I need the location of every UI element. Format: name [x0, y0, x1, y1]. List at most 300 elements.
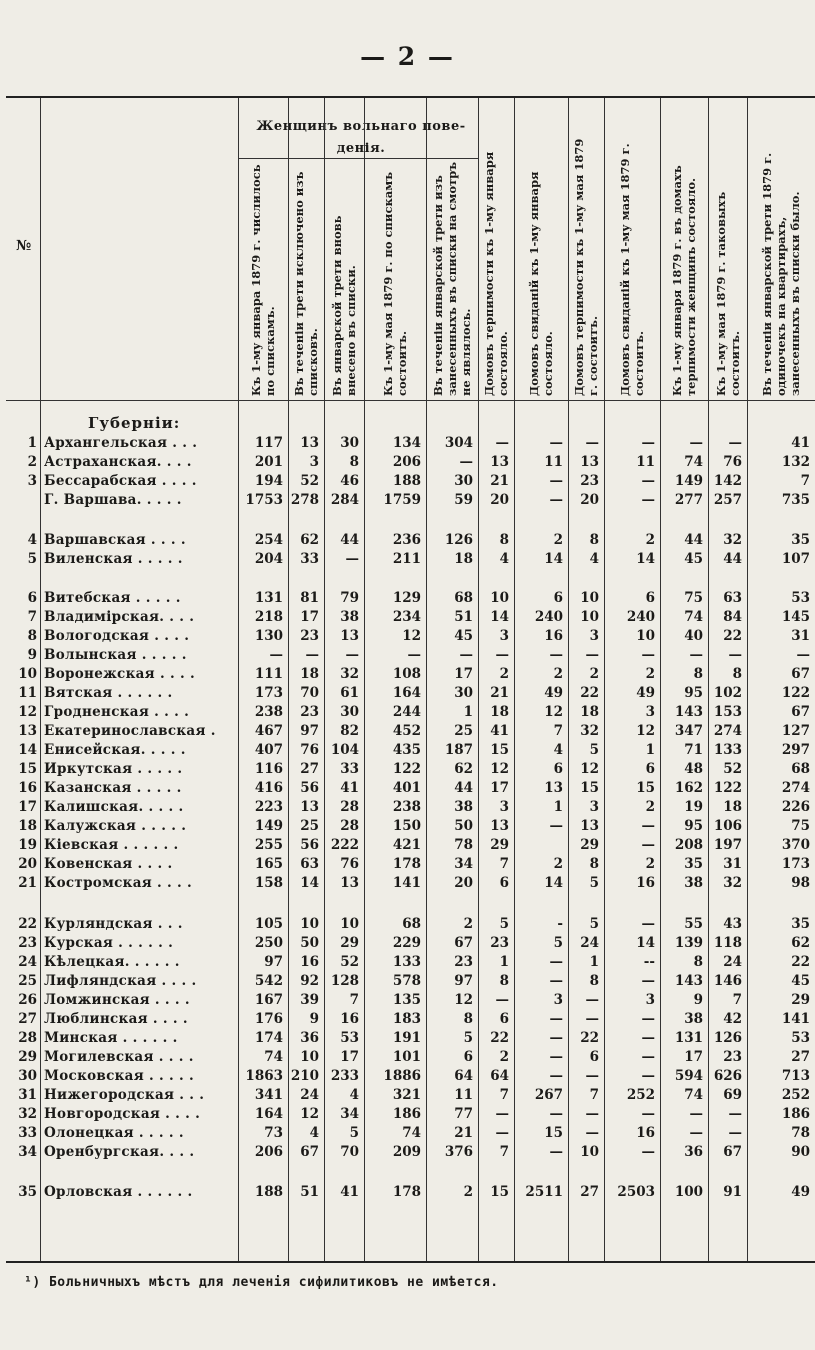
table-cell: 51 [300, 1184, 319, 1200]
table-cell: 61 [340, 685, 359, 701]
table-cell: 74 [684, 454, 703, 470]
table-cell: 4 [309, 1125, 319, 1141]
table-cell: 108 [392, 666, 421, 682]
table-row [6, 453, 815, 472]
table-cell: 91 [723, 1184, 742, 1200]
table-cell: 74 [684, 609, 703, 625]
table-cell: 416 [254, 780, 283, 796]
table-cell: 376 [444, 1144, 473, 1160]
table-cell: 173 [781, 856, 810, 872]
province-name: Кѣлецкая. . . . . . [44, 954, 180, 970]
table-cell: 51 [454, 609, 473, 625]
table-row [6, 798, 815, 817]
table-cell: 13 [300, 799, 319, 815]
table-cell: — [585, 1125, 599, 1141]
province-name: Вологодская . . . . [44, 628, 190, 644]
table-cell: 16 [544, 628, 563, 644]
table-cell: 117 [254, 435, 283, 451]
table-cell: 2503 [617, 1184, 655, 1200]
table-row [6, 741, 815, 760]
table-cell: — [728, 435, 742, 451]
table-cell: 118 [713, 935, 742, 951]
table-cell: 6 [499, 875, 509, 891]
table-cell: 100 [674, 1184, 703, 1200]
table-cell: 38 [340, 609, 359, 625]
table-cell: 56 [300, 837, 319, 853]
table-cell: 5 [553, 935, 563, 951]
table-row [6, 665, 815, 684]
table-cell: 274 [781, 780, 810, 796]
table-cell: 277 [674, 492, 703, 508]
table-cell: — [585, 1068, 599, 1084]
table-cell: 12 [636, 723, 655, 739]
table-cell: 23 [490, 935, 509, 951]
table-cell: 250 [254, 935, 283, 951]
table-cell: 297 [781, 742, 810, 758]
table-cell: — [549, 1011, 563, 1027]
table-cell: 626 [713, 1068, 742, 1084]
table-cell: 240 [626, 609, 655, 625]
table-cell: 4 [553, 742, 563, 758]
table-row [6, 836, 815, 855]
table-cell: 2 [645, 532, 655, 548]
table-cell: — [689, 647, 703, 663]
table-cell: - [557, 916, 563, 932]
province-name: Калишская. . . . . [44, 799, 184, 815]
province-name: Витебская . . . . . [44, 590, 181, 606]
row-number: 7 [27, 609, 37, 625]
table-cell: 274 [713, 723, 742, 739]
table-cell: 7 [800, 473, 810, 489]
table-cell: 6 [645, 761, 655, 777]
province-name: Курская . . . . . . [44, 935, 174, 951]
women-group-header: Женщинъ вольнаго пове-дeнія. [256, 119, 466, 156]
row-number: 14 [18, 742, 37, 758]
table-cell: 341 [254, 1087, 283, 1103]
table-cell: 44 [454, 780, 473, 796]
table-cell: 594 [674, 1068, 703, 1084]
table-cell: 43 [723, 916, 742, 932]
row-number: 17 [18, 799, 37, 815]
table-cell: 107 [781, 551, 810, 567]
table-cell: 3 [309, 454, 319, 470]
table-cell: 133 [713, 742, 742, 758]
province-name: Екатеринославская . [44, 723, 216, 739]
table-cell: 2 [499, 666, 509, 682]
table-cell: 10 [580, 609, 599, 625]
table-cell: 347 [674, 723, 703, 739]
table-cell: — [585, 1106, 599, 1122]
table-cell: 30 [340, 704, 359, 720]
province-name: Архангельская . . . [44, 435, 198, 451]
table-row [6, 1048, 815, 1067]
table-cell: 35 [791, 916, 810, 932]
column-header [514, 106, 568, 396]
row-number: 29 [18, 1049, 37, 1065]
table-cell: 74 [264, 1049, 283, 1065]
table-cell: — [407, 647, 421, 663]
table-cell: 10 [580, 1144, 599, 1160]
table-cell: — [345, 551, 359, 567]
table-cell: 68 [791, 761, 810, 777]
table-cell: 98 [791, 875, 810, 891]
table-cell: 2 [645, 666, 655, 682]
table-cell: 578 [392, 973, 421, 989]
table-cell: 435 [392, 742, 421, 758]
column-header [660, 106, 708, 396]
table-cell: 191 [392, 1030, 421, 1046]
table-cell: — [641, 837, 655, 853]
table-cell: 22 [490, 1030, 509, 1046]
table-cell: 3 [499, 799, 509, 815]
table-cell: — [585, 647, 599, 663]
table-cell: 17 [684, 1049, 703, 1065]
table-cell: 7 [589, 1087, 599, 1103]
row-number: 6 [27, 590, 37, 606]
table-cell: 63 [300, 856, 319, 872]
table-cell: 165 [254, 856, 283, 872]
table-cell: 7 [732, 992, 742, 1008]
table-row [6, 684, 815, 703]
table-cell: 1 [645, 742, 655, 758]
table-cell: 32 [723, 532, 742, 548]
table-cell: 42 [723, 1011, 742, 1027]
table-cell: 97 [264, 954, 283, 970]
table-cell: 22 [580, 1030, 599, 1046]
table-cell: 29 [791, 992, 810, 1008]
table-cell: 234 [392, 609, 421, 625]
table-cell: 186 [392, 1106, 421, 1122]
province-name: Кіевская . . . . . . [44, 837, 179, 853]
table-cell: — [549, 1144, 563, 1160]
column-header [288, 160, 324, 396]
column-header-label: Домовъ свиданій къ 1-му января состояло. [527, 171, 555, 396]
table-row [6, 1143, 815, 1162]
table-cell: 29 [340, 935, 359, 951]
column-header-label: Въ теченіи январской трети изъ занесенныхъ въ списки на смотръ не являлось. [431, 161, 473, 396]
table-cell: 14 [544, 875, 563, 891]
table-cell: 8 [463, 1011, 473, 1027]
province-name: Курляндская . . . [44, 916, 183, 932]
table-cell: 150 [392, 818, 421, 834]
table-cell: 23 [723, 1049, 742, 1065]
table-cell: — [641, 1030, 655, 1046]
table-cell: 16 [636, 1125, 655, 1141]
table-cell: 204 [254, 551, 283, 567]
table-cell: 133 [392, 954, 421, 970]
table-cell: 122 [392, 761, 421, 777]
table-cell: 467 [254, 723, 283, 739]
table-cell: 2 [645, 856, 655, 872]
province-name: Орловская . . . . . . [44, 1184, 193, 1200]
table-cell: 255 [254, 837, 283, 853]
province-name: Вятская . . . . . . [44, 685, 173, 701]
table-cell: — [728, 1125, 742, 1141]
row-number: 15 [18, 761, 37, 777]
table-cell: 206 [254, 1144, 283, 1160]
column-header [238, 160, 288, 396]
province-name: Калужская . . . . . [44, 818, 187, 834]
table-cell: — [585, 992, 599, 1008]
table-cell: — [728, 647, 742, 663]
table-cell: — [495, 647, 509, 663]
column-header-label: Домовъ терпимости къ 1-му мая 1879 г. состоитъ. [572, 138, 600, 396]
column-header [324, 160, 364, 396]
table-cell: 164 [254, 1106, 283, 1122]
table-cell: — [345, 647, 359, 663]
table-cell: 18 [723, 799, 742, 815]
table-cell: 6 [463, 1049, 473, 1065]
table-row [6, 434, 815, 453]
row-number: 12 [18, 704, 37, 720]
table-cell: 2 [463, 916, 473, 932]
table-cell: 32 [340, 666, 359, 682]
table-cell: — [549, 647, 563, 663]
table-cell: 8 [349, 454, 359, 470]
table-cell: 222 [330, 837, 359, 853]
table-cell: 71 [684, 742, 703, 758]
column-header [568, 106, 604, 396]
table-cell: 14 [636, 551, 655, 567]
table-row [6, 760, 815, 779]
table-cell: — [641, 1011, 655, 1027]
column-header-label: Въ теченіи трети исключено изъ списковъ. [292, 171, 320, 396]
table-row [6, 627, 815, 646]
table-cell: 1753 [245, 492, 283, 508]
table-cell: 74 [402, 1125, 421, 1141]
table-cell: — [549, 1030, 563, 1046]
table-cell: 421 [392, 837, 421, 853]
section-title: Губерніи: [88, 414, 181, 432]
table-cell: 13 [580, 454, 599, 470]
table-cell: 278 [290, 492, 319, 508]
province-name: Минская . . . . . . [44, 1030, 178, 1046]
table-cell: 178 [392, 856, 421, 872]
table-row [6, 1086, 815, 1105]
table-cell: 5 [499, 916, 509, 932]
table-cell: 41 [340, 1184, 359, 1200]
row-number: 1 [27, 435, 37, 451]
table-cell: 62 [791, 935, 810, 951]
province-name: Астраханская. . . . [44, 454, 192, 470]
table-cell: — [728, 1106, 742, 1122]
table-cell: 254 [254, 532, 283, 548]
province-name: Казанская . . . . . [44, 780, 182, 796]
province-name: Владимірская. . . . [44, 609, 195, 625]
table-cell: 50 [454, 818, 473, 834]
table-cell: 76 [723, 454, 742, 470]
table-cell: — [641, 1049, 655, 1065]
table-row [6, 589, 815, 608]
table-cell: 211 [392, 551, 421, 567]
table-cell: 2 [645, 799, 655, 815]
table-cell: — [641, 1144, 655, 1160]
table-cell: 74 [684, 1087, 703, 1103]
number-column-header: № [16, 238, 32, 254]
table-cell: 19 [684, 799, 703, 815]
column-header-label: Къ 1-му январа 1879 г. числилось по спискамъ. [249, 164, 277, 396]
table-cell: 186 [781, 1106, 810, 1122]
row-number: 5 [27, 551, 37, 567]
table-cell: 101 [392, 1049, 421, 1065]
table-row [6, 608, 815, 627]
table-cell: 21 [454, 1125, 473, 1141]
column-header-label: Къ 1-му мая 1879 г. по спискамъ состоитъ. [381, 171, 409, 396]
table-cell: 10 [580, 590, 599, 606]
province-name: Оренбургская. . . . [44, 1144, 195, 1160]
table-cell: 4 [349, 1087, 359, 1103]
column-header-label: Въ январской трети вновь внесено въ списки. [330, 215, 358, 396]
table-cell: 21 [490, 685, 509, 701]
table-cell: 46 [340, 473, 359, 489]
table-cell: 7 [349, 992, 359, 1008]
province-name: Лифляндская . . . . [44, 973, 197, 989]
table-cell: 28 [340, 818, 359, 834]
table-row [6, 550, 815, 569]
table-row [6, 1183, 815, 1202]
statistics-table [6, 96, 815, 1263]
table-cell: 141 [392, 875, 421, 891]
table-cell: 167 [254, 992, 283, 1008]
table-cell: 2 [463, 1184, 473, 1200]
table-cell: — [549, 1106, 563, 1122]
table-cell: 63 [723, 590, 742, 606]
table-cell: 33 [300, 551, 319, 567]
table-row [6, 779, 815, 798]
row-number: 35 [18, 1184, 37, 1200]
table-cell: 28 [340, 799, 359, 815]
province-name: Новгородская . . . . [44, 1106, 201, 1122]
table-cell: 8 [499, 532, 509, 548]
table-cell: 36 [684, 1144, 703, 1160]
table-cell: 70 [300, 685, 319, 701]
table-cell: 8 [693, 666, 703, 682]
table-cell: 127 [781, 723, 810, 739]
table-cell: 4 [499, 551, 509, 567]
row-number: 24 [18, 954, 37, 970]
table-cell: 92 [300, 973, 319, 989]
table-cell: 17 [300, 609, 319, 625]
table-cell: 75 [684, 590, 703, 606]
row-number: 28 [18, 1030, 37, 1046]
table-cell: 5 [589, 742, 599, 758]
table-cell: 49 [636, 685, 655, 701]
table-cell: 16 [340, 1011, 359, 1027]
table-cell: 173 [254, 685, 283, 701]
table-cell: 79 [340, 590, 359, 606]
table-cell: 244 [392, 704, 421, 720]
table-cell: — [495, 435, 509, 451]
table-row [6, 991, 815, 1010]
table-cell: 1863 [245, 1068, 283, 1084]
table-cell: 6 [645, 590, 655, 606]
table-cell: 11 [636, 454, 655, 470]
table-cell: — [459, 454, 473, 470]
table-cell: 32 [723, 875, 742, 891]
table-cell: 452 [392, 723, 421, 739]
table-row [6, 915, 815, 934]
table-cell: 22 [723, 628, 742, 644]
table-cell: 27 [300, 761, 319, 777]
table-cell: 84 [723, 609, 742, 625]
table-cell: — [495, 1125, 509, 1141]
table-cell: -- [643, 954, 655, 970]
table-cell: 102 [713, 685, 742, 701]
table-cell: 44 [684, 532, 703, 548]
table-cell: 1 [499, 954, 509, 970]
table-cell: 8 [589, 973, 599, 989]
table-cell: 18 [580, 704, 599, 720]
row-number: 32 [18, 1106, 37, 1122]
table-cell: 5 [589, 875, 599, 891]
table-cell: — [641, 818, 655, 834]
table-cell: 62 [454, 761, 473, 777]
table-cell: — [269, 647, 283, 663]
table-cell: 104 [330, 742, 359, 758]
table-cell: 2511 [525, 1184, 563, 1200]
table-cell: — [549, 473, 563, 489]
table-cell: 34 [454, 856, 473, 872]
table-cell: — [549, 973, 563, 989]
row-number: 30 [18, 1068, 37, 1084]
table-cell: 90 [791, 1144, 810, 1160]
table-cell: 78 [791, 1125, 810, 1141]
table-cell: 304 [444, 435, 473, 451]
table-cell: 13 [544, 780, 563, 796]
table-cell: 128 [330, 973, 359, 989]
table-cell: 44 [723, 551, 742, 567]
table-cell: 15 [490, 1184, 509, 1200]
table-cell: 34 [340, 1106, 359, 1122]
table-cell: 134 [392, 435, 421, 451]
table-cell: 6 [499, 1011, 509, 1027]
table-cell: 20 [490, 492, 509, 508]
table-cell: 38 [454, 799, 473, 815]
table-cell: 9 [693, 992, 703, 1008]
table-cell: 27 [580, 1184, 599, 1200]
table-cell: 135 [392, 992, 421, 1008]
table-cell: 321 [392, 1087, 421, 1103]
table-cell: 2 [553, 666, 563, 682]
table-cell: 10 [300, 1049, 319, 1065]
table-cell: 7 [553, 723, 563, 739]
column-header [747, 106, 815, 396]
table-cell: 111 [254, 666, 283, 682]
table-cell: — [641, 1106, 655, 1122]
table-cell: 105 [254, 916, 283, 932]
table-cell: 141 [781, 1011, 810, 1027]
table-cell: 29 [580, 837, 599, 853]
table-cell: 236 [392, 532, 421, 548]
table-cell: 6 [553, 590, 563, 606]
table-row [6, 472, 815, 491]
table-cell: 267 [534, 1087, 563, 1103]
table-cell: 130 [254, 628, 283, 644]
table-cell: 67 [454, 935, 473, 951]
row-number: 34 [18, 1144, 37, 1160]
table-cell: 1 [553, 799, 563, 815]
table-cell: 35 [684, 856, 703, 872]
table-cell: 401 [392, 780, 421, 796]
table-cell: 139 [674, 935, 703, 951]
table-cell: 252 [781, 1087, 810, 1103]
table-cell: 25 [300, 818, 319, 834]
table-cell: 39 [300, 992, 319, 1008]
table-cell: 15 [490, 742, 509, 758]
province-name: Бессарабская . . . . [44, 473, 197, 489]
table-cell: 3 [645, 992, 655, 1008]
table-cell: 41 [340, 780, 359, 796]
